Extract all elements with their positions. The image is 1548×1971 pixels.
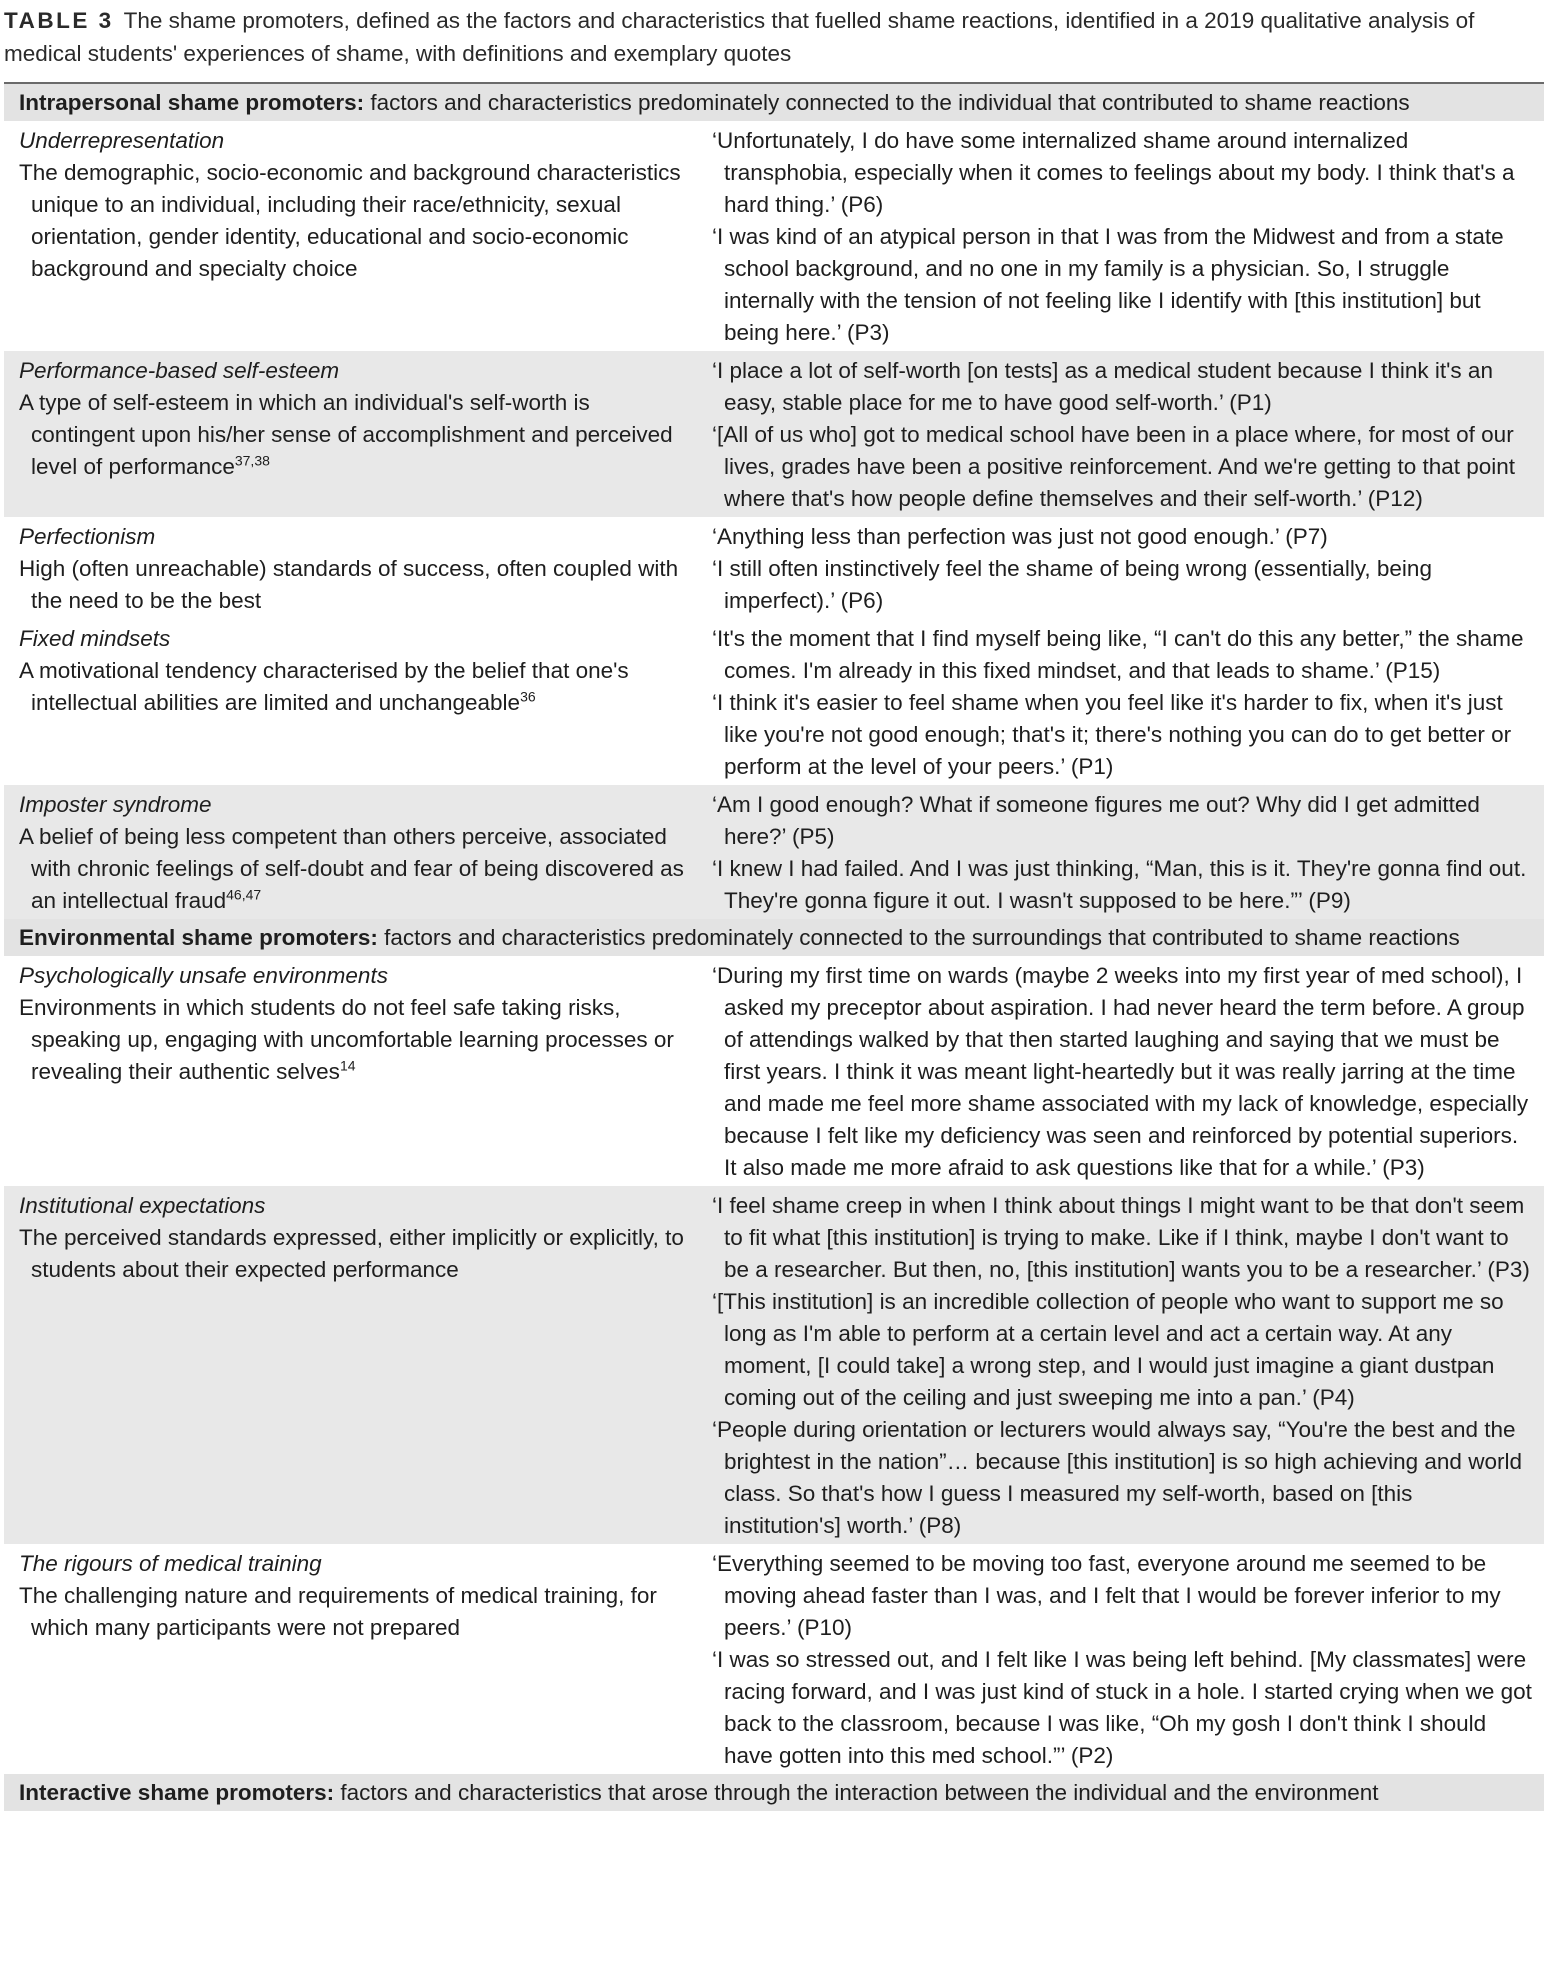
section-header [4,1774,1544,1811]
promoter-term: Underrepresentation [19,128,225,153]
table-caption [4,4,1540,70]
quotes-cell [704,1544,1544,1774]
exemplary-quote: ‘I knew I had failed. And I was just thinking, “Man, this is it. They're gonna find out. They're gonna figure it out. I wasn't supposed to be here.”’ (P9) [712,856,1527,913]
exemplary-quote: ‘I was kind of an atypical person in that I was from the Midwest and from a state school background, and no one in my family is a physician. So, I struggle internally with the tension of not feeling like I identify with [this institution] but being here.’ (P3) [712,224,1504,345]
exemplary-quote: ‘[This institution] is an incredible collection of people who want to support me so long as I'm able to perform at a certain level and act a certain way. At any moment, [I could take] a wrong step, and I would just imagine a giant dustpan coming out of the ceiling and just sweeping me into a pan.’ (P4) [712,1289,1504,1410]
promoter-cell [4,1544,704,1774]
shame-promoters-table-wrap [4,82,1544,1811]
promoter-definition [19,387,694,483]
promoter-definition [19,157,694,285]
promoter-definition [19,821,694,917]
quotes-cell [704,121,1544,351]
quotes-cell [704,517,1544,619]
promoter-row [4,785,1544,919]
quotes-cell [704,785,1544,919]
promoter-cell [4,1186,704,1544]
table-body [4,84,1544,1811]
section-description: factors and characteristics that arose through the interaction between the individual and the environment [334,1780,1379,1805]
quotes-cell [704,1186,1544,1544]
promoter-term: Performance-based self-esteem [19,358,340,383]
promoter-definition [19,1580,694,1644]
quotes-cell [704,956,1544,1186]
promoter-cell [4,517,704,619]
reference-superscript: 36 [520,688,536,705]
section-title: Intrapersonal shame promoters: [19,90,365,115]
shame-promoters-table [4,84,1544,1811]
promoter-term: Fixed mindsets [19,626,171,651]
exemplary-quote: ‘I feel shame creep in when I think about things I might want to be that don't seem to fit what [this institution] is trying to make. Like if I think, maybe I don't want to be a researcher. But then, no, [this institution] wants you to be a researcher.’ (P3) [712,1193,1530,1282]
exemplary-quote: ‘I think it's easier to feel shame when you feel like it's harder to fix, when it's just like you're not good enough; that's it; there's nothing you can do to get better or perform at the level of your peers.’ (P1) [712,690,1512,779]
definition-text: A belief of being less competent than others perceive, associated with chronic feelings of self-doubt and fear of being discovered as an intellectual fraud [19,824,684,913]
section-header [4,84,1544,121]
exemplary-quote: ‘I still often instinctively feel the shame of being wrong (essentially, being imperfect).’ (P6) [712,556,1432,613]
promoter-row [4,1544,1544,1774]
definition-text: Environments in which students do not feel safe taking risks, speaking up, engaging with uncomfortable learning processes or revealing their authentic selves [19,995,674,1084]
promoter-row [4,517,1544,619]
promoter-cell [4,351,704,517]
section-title: Environmental shame promoters: [19,925,378,950]
exemplary-quote: ‘I place a lot of self-worth [on tests] as a medical student because I think it's an easy, stable place for me to have good self-worth.’ (P1) [712,358,1493,415]
promoter-cell [4,785,704,919]
caption-text: The shame promoters, defined as the factors and characteristics that fuelled shame reactions, identified in a 2019 qualitative analysis of medical students' experiences of shame, with definitions and exemplary quotes [4,8,1475,66]
definition-text: The perceived standards expressed, either implicitly or explicitly, to students about their expected performance [19,1225,684,1282]
exemplary-quote: ‘Unfortunately, I do have some internalized shame around internalized transphobia, especially when it comes to feelings about my body. I think that's a hard thing.’ (P6) [712,128,1515,217]
definition-text: The challenging nature and requirements of medical training, for which many participants were not prepared [19,1583,657,1640]
promoter-row [4,619,1544,785]
exemplary-quote: ‘Anything less than perfection was just not good enough.’ (P7) [712,524,1328,549]
reference-superscript: 46,47 [226,886,262,903]
reference-superscript: 37,38 [234,452,270,469]
section-title: Interactive shame promoters: [19,1780,335,1805]
exemplary-quote: ‘[All of us who] got to medical school have been in a place where, for most of our lives, grades have been a positive reinforcement. And we're getting to that point where that's how people define themselves and their self-worth.’ (P12) [712,422,1516,511]
promoter-row [4,1186,1544,1544]
promoter-definition [19,553,694,617]
promoter-term: Psychologically unsafe environments [19,963,388,988]
definition-text: The demographic, socio-economic and background characteristics unique to an individual, including their race/ethnicity, sexual orientation, gender identity, educational and socio-economic background and specialty choice [19,160,681,281]
quotes-cell [704,619,1544,785]
definition-text: A motivational tendency characterised by the belief that one's intellectual abilities are limited and unchangeable [19,658,629,715]
promoter-definition [19,655,694,719]
exemplary-quote: ‘Am I good enough? What if someone figures me out? Why did I get admitted here?’ (P5) [712,792,1480,849]
table-label: TABLE 3 [4,8,114,33]
exemplary-quote: ‘It's the moment that I find myself being like, “I can't do this any better,” the shame comes. I'm already in this fixed mindset, and that leads to shame.’ (P15) [712,626,1524,683]
exemplary-quote: ‘During my first time on wards (maybe 2 weeks into my first year of med school), I asked my preceptor about aspiration. I had never heard the term before. A group of attendings walked by that then started laughing and saying that we must be first years. I think it was meant light-heartedly but it was really jarring at the time and made me feel more shame associated with my lack of knowledge, especially because I felt like my deficiency was seen and reinforced by potential superiors. It also made me more afraid to ask questions like that for a while.’ (P3) [712,963,1529,1180]
section-description: factors and characteristics predominately connected to the surroundings that contributed to shame reactions [377,925,1460,950]
section-header-row [4,1774,1544,1811]
promoter-row [4,121,1544,351]
promoter-cell [4,619,704,785]
promoter-term: The rigours of medical training [19,1551,322,1576]
definition-text: High (often unreachable) standards of success, often coupled with the need to be the best [19,556,679,613]
promoter-term: Perfectionism [19,524,156,549]
section-header-row [4,919,1544,956]
promoter-row [4,351,1544,517]
promoter-cell [4,956,704,1186]
section-description: factors and characteristics predominately connected to the individual that contributed to shame reactions [364,90,1410,115]
promoter-definition [19,1222,694,1286]
promoter-cell [4,121,704,351]
exemplary-quote: ‘I was so stressed out, and I felt like I was being left behind. [My classmates] were racing forward, and I was just kind of stuck in a hole. I started crying when we got back to the classroom, because I was like, “Oh my gosh I don't think I should have gotten into this med school.”’ (P2) [712,1647,1532,1768]
promoter-term: Institutional expectations [19,1193,266,1218]
section-header-row [4,84,1544,121]
exemplary-quote: ‘People during orientation or lecturers would always say, “You're the best and the brightest in the nation”… because [this institution] is so high achieving and world class. So that's how I guess I measured my self-worth, based on [this institution's] worth.’ (P8) [712,1417,1522,1538]
promoter-term: Imposter syndrome [19,792,212,817]
promoter-definition [19,992,694,1088]
exemplary-quote: ‘Everything seemed to be moving too fast, everyone around me seemed to be moving ahead faster than I was, and I felt that I would be forever inferior to my peers.’ (P10) [712,1551,1501,1640]
quotes-cell [704,351,1544,517]
section-header [4,919,1544,956]
reference-superscript: 14 [339,1057,356,1074]
promoter-row [4,956,1544,1186]
definition-text: A type of self-esteem in which an individual's self-worth is contingent upon his/her sense of accomplishment and perceived level of performance [19,390,673,479]
